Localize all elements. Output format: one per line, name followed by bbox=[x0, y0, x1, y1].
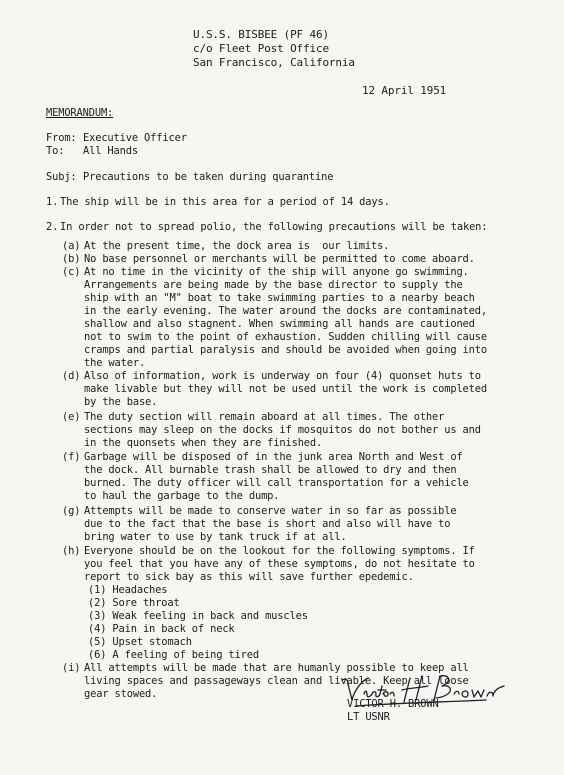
symptom-item: (1) Headaches bbox=[88, 584, 168, 596]
item-f-line: Garbage will be disposed of in the junk area North and West of bbox=[84, 451, 463, 463]
from-label: From: bbox=[46, 132, 77, 144]
symptom-item: (4) Pain in back of neck bbox=[88, 623, 235, 635]
item-i-line: gear stowed. bbox=[84, 688, 158, 700]
item-c-line: Arrangements are being made by the base director to supply the bbox=[84, 279, 463, 291]
from-value: Executive Officer bbox=[83, 132, 187, 144]
to-label: To: bbox=[46, 145, 65, 157]
letterhead-city: San Francisco, California bbox=[193, 56, 355, 69]
to-value: All Hands bbox=[83, 145, 138, 157]
item-f-marker: (f) bbox=[62, 451, 81, 463]
para2-text: In order not to spread polio, the following precautions will be taken: bbox=[60, 221, 488, 233]
item-c-line: not to swim to the point of exhaustion. Sudden chilling will cause bbox=[84, 331, 487, 343]
letterhead-ship: U.S.S. BISBEE (PF 46) bbox=[193, 28, 329, 41]
item-h-line: report to sick bay as this will save further epedemic. bbox=[84, 571, 414, 583]
item-f-line: to haul the garbage to the dump. bbox=[84, 490, 280, 502]
item-g-line: Attempts will be made to conserve water in so far as possible bbox=[84, 505, 457, 517]
item-a-marker: (a) bbox=[62, 240, 81, 252]
item-c-line: shallow and also stagnent. When swimming all hands are cautioned bbox=[84, 318, 475, 330]
para1-number: 1. bbox=[46, 196, 59, 208]
symptom-item: (2) Sore throat bbox=[88, 597, 180, 609]
item-a-line: At the present time, the dock area is our limits. bbox=[84, 240, 390, 252]
para2-number: 2. bbox=[46, 221, 59, 233]
item-f-line: burned. The duty officer will call transportation for a vehicle bbox=[84, 477, 469, 489]
item-d-line: by the base. bbox=[84, 396, 158, 408]
symptom-item: (3) Weak feeling in back and muscles bbox=[88, 610, 308, 622]
item-i-line: living spaces and passageways clean and livable. Keep all loose bbox=[84, 675, 469, 687]
signature-name: VICTOR H. BROWN bbox=[347, 698, 439, 710]
symptom-item: (5) Upset stomach bbox=[88, 636, 192, 648]
item-b-line: No base personnel or merchants will be permitted to come aboard. bbox=[84, 253, 475, 265]
item-f-line: the dock. All burnable trash shall be allowed to dry and then bbox=[84, 464, 457, 476]
item-i-line: All attempts will be made that are humanly possible to keep all bbox=[84, 662, 469, 674]
signature-rank: LT USNR bbox=[347, 711, 390, 723]
subj-value: Precautions to be taken during quarantine bbox=[83, 171, 334, 183]
item-b-marker: (b) bbox=[62, 253, 81, 265]
item-d-line: Also of information, work is underway on four (4) quonset huts to bbox=[84, 370, 481, 382]
item-d-marker: (d) bbox=[62, 370, 81, 382]
item-h-line: you feel that you have any of these symptoms, do not hesitate to bbox=[84, 558, 475, 570]
item-c-line: the water. bbox=[84, 357, 146, 369]
symptom-item: (6) A feeling of being tired bbox=[88, 649, 259, 661]
item-g-marker: (g) bbox=[62, 505, 81, 517]
item-e-marker: (e) bbox=[62, 411, 81, 423]
item-e-line: The duty section will remain aboard at all times. The other bbox=[84, 411, 445, 423]
item-d-line: make livable but they will not be used until the work is completed bbox=[84, 383, 487, 395]
memo-date: 12 April 1951 bbox=[362, 84, 447, 97]
letterhead-postoffice: c/o Fleet Post Office bbox=[193, 42, 329, 55]
item-c-line: At no time in the vicinity of the ship will anyone go swimming. bbox=[84, 266, 469, 278]
item-c-line: ship with an "M" boat to take swimming parties to a nearby beach bbox=[84, 292, 475, 304]
para1-text: The ship will be in this area for a period of 14 days. bbox=[60, 196, 390, 208]
subj-label: Subj: bbox=[46, 171, 77, 183]
item-c-line: in the early evening. The water around the docks are contaminated, bbox=[84, 305, 487, 317]
item-h-marker: (h) bbox=[62, 545, 81, 557]
item-g-line: due to the fact that the base is short and also will have to bbox=[84, 518, 451, 530]
item-e-line: in the quonsets when they are finished. bbox=[84, 437, 323, 449]
item-h-line: Everyone should be on the lookout for the following symptoms. If bbox=[84, 545, 475, 557]
item-e-line: sections may sleep on the docks if mosquitos do not bother us and bbox=[84, 424, 481, 436]
item-i-marker: (i) bbox=[62, 662, 81, 674]
item-c-line: cramps and partial paralysis and should be avoided when going into bbox=[84, 344, 487, 356]
item-g-line: bring water to use by tank truck if at all. bbox=[84, 531, 347, 543]
item-c-marker: (c) bbox=[62, 266, 81, 278]
memo-heading: MEMORANDUM: bbox=[46, 107, 114, 119]
